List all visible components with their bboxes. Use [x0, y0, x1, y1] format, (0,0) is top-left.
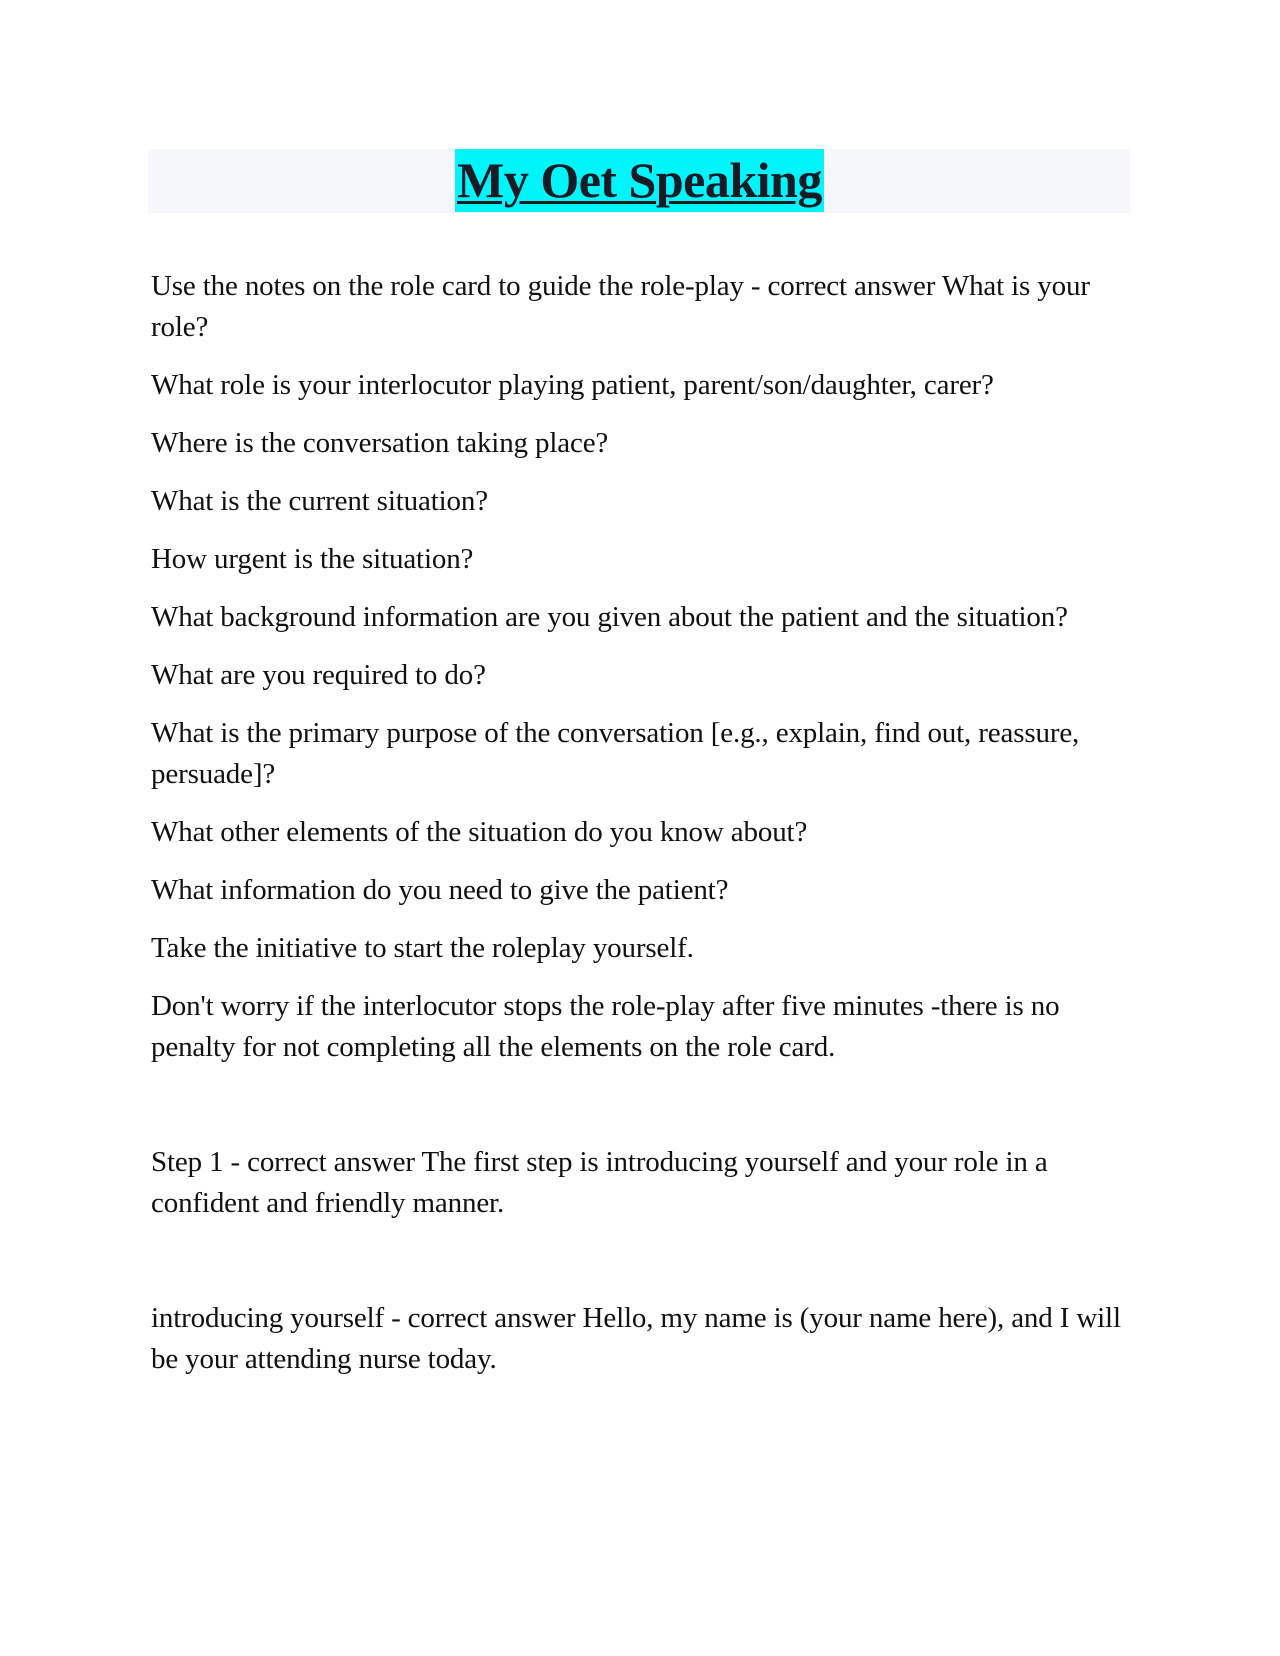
paragraph-location: Where is the conversation taking place? [151, 427, 609, 459]
title-band [148, 149, 1131, 213]
paragraph-information: What information do you need to give the patient? [151, 874, 729, 906]
paragraph-role-card: Use the notes on the role card to guide the role-play - correct answer What is your role? [151, 270, 1090, 343]
paragraph-other-elements: What other elements of the situation do you know about? [151, 816, 808, 848]
paragraph-introduction: introducing yourself - correct answer Hello, my name is (your name here), and I will be your attending nurse today. [151, 1302, 1121, 1375]
document-body [151, 266, 1136, 1380]
paragraph-urgency: How urgent is the situation? [151, 543, 474, 575]
paragraph-step-one: Step 1 - correct answer The first step is introducing yourself and your role in a confident and friendly manner. [151, 1146, 1048, 1219]
paragraph-time-limit: Don't worry if the interlocutor stops the role-play after five minutes -there is no penalty for not completing all the elements on the role card. [151, 990, 1060, 1063]
paragraph-current-situation: What is the current situation? [151, 485, 488, 517]
paragraph-required-tasks: What are you required to do? [151, 659, 486, 691]
paragraph-initiative: Take the initiative to start the roleplay yourself. [151, 932, 694, 964]
paragraph-background: What background information are you given about the patient and the situation? [151, 601, 1068, 633]
paragraph-interlocutor-role: What role is your interlocutor playing patient, parent/son/daughter, carer? [151, 369, 994, 401]
paragraph-purpose: What is the primary purpose of the conversation [e.g., explain, find out, reassure, persuade]? [151, 717, 1080, 790]
page-title: My Oet Speaking [455, 149, 824, 212]
